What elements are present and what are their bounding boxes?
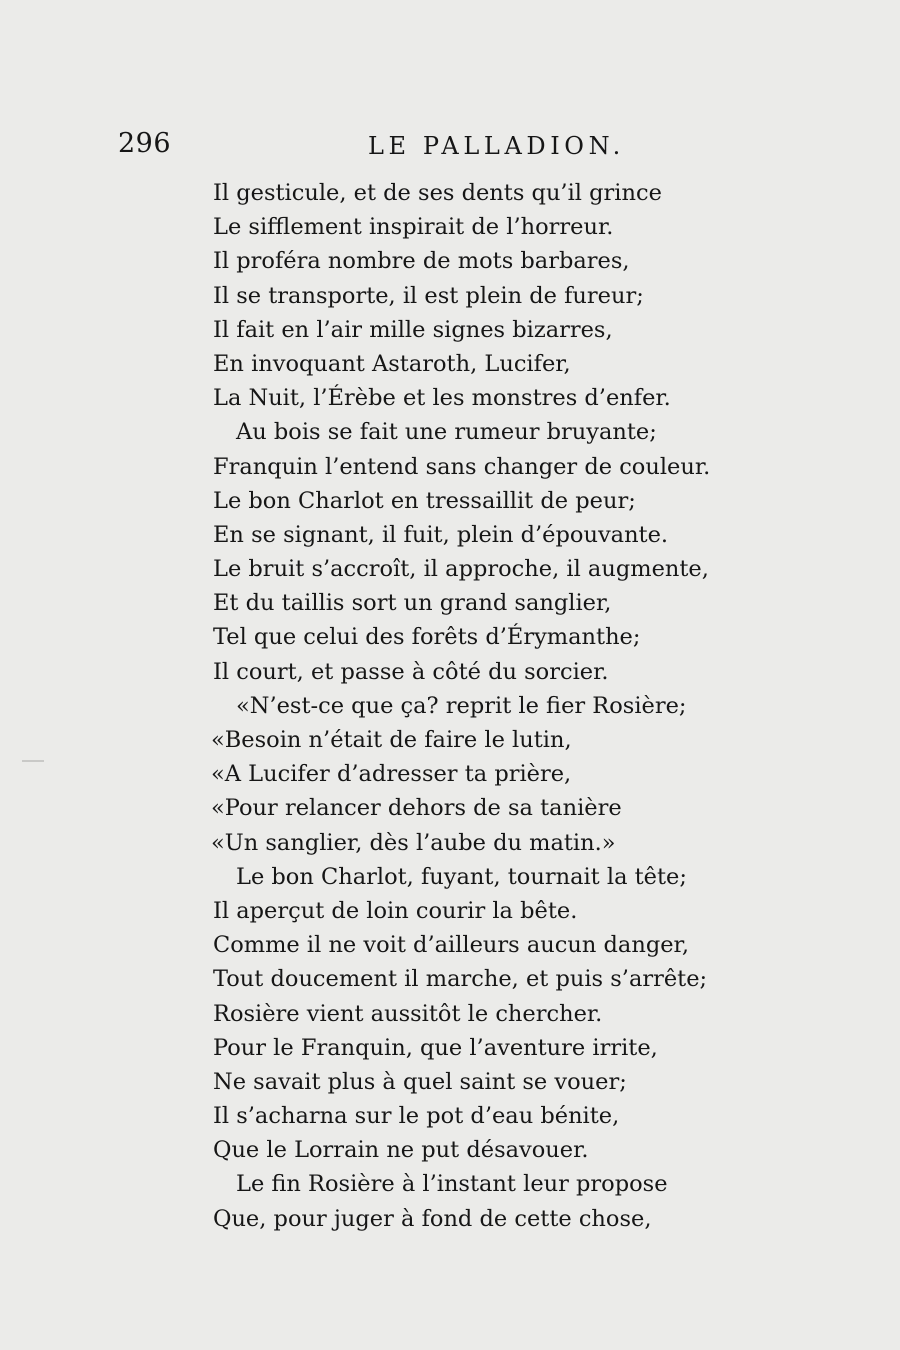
verse-line: En se signant, il fuit, plein d’épouvante. [213,521,669,548]
margin-mark [22,760,44,762]
verse-line: Le sifflement inspirait de l’horreur. [213,214,614,241]
verse-line: Franquin l’entend sans changer de couleur. [213,453,711,480]
verse-line: Il fait en l’air mille signes bizarres, [213,316,613,343]
verse-line: «Besoin n’était de faire le lutin, [211,727,572,753]
verse-line: «A Lucifer d’adresser ta prière, [211,761,572,788]
verse-line: Il proféra nombre de mots barbares, [213,248,630,275]
verse-line: Que le Lorrain ne put désavouer. [213,1137,589,1164]
verse-line: En invoquant Astaroth, Lucifer, [213,350,571,377]
poem-text [213,176,853,1236]
verse-line: «Un sanglier, dès l’aube du matin.» [211,829,616,856]
verse-line: La Nuit, l’Érèbe et les monstres d’enfer. [213,385,671,412]
verse-line: Tel que celui des forêts d’Érymanthe; [213,624,641,651]
verse-line: Ne savait plus à quel saint se vouer; [213,1068,627,1095]
verse-line: Le bon Charlot, fuyant, tournait la tête; [236,863,687,890]
verse-line: Et du taillis sort un grand sanglier, [213,590,612,617]
verse-line: Il gesticule, et de ses dents qu’il grince [213,180,662,206]
verse-line: «N’est-ce que ça? reprit le fier Rosière; [236,692,687,719]
verse-line: «Pour relancer dehors de sa tanière [211,795,622,822]
verse-line: Tout doucement il marche, et puis s’arrête; [213,966,708,993]
verse-line: Il s’acharna sur le pot d’eau bénite, [213,1103,620,1130]
verse-line: Le bruit s’accroît, il approche, il augmente, [213,556,709,583]
verse-line: Il se transporte, il est plein de fureur; [213,282,644,309]
page-number: 296 [118,128,172,159]
verse-line: Que, pour juger à fond de cette chose, [213,1205,652,1232]
running-title: LE PALLADION. [368,132,625,160]
verse-line: Le bon Charlot en tressaillit de peur; [213,487,636,514]
verse-line: Pour le Franquin, que l’aventure irrite, [213,1034,658,1061]
verse-line: Au bois se fait une rumeur bruyante; [236,419,657,446]
verse-line: Le fin Rosière à l’instant leur propose [236,1171,668,1198]
verse-line: Rosière vient aussitôt le chercher. [213,1000,603,1027]
verse-line: Il court, et passe à côté du sorcier. [213,658,609,685]
verse-line: Il aperçut de loin courir la bête. [213,897,578,924]
verse-line: Comme il ne voit d’ailleurs aucun danger, [213,932,689,959]
